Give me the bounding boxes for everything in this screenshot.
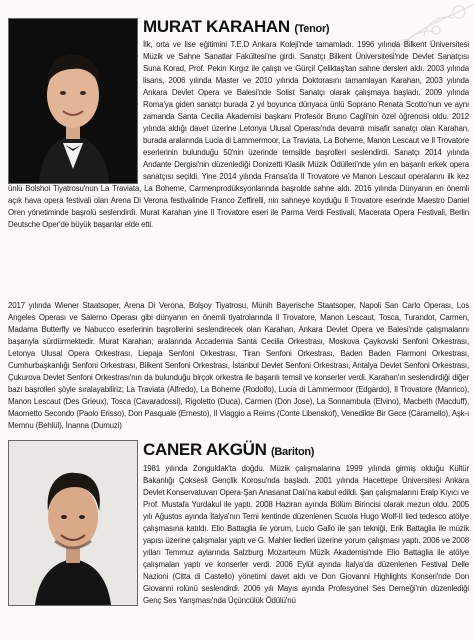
voice-type: (Bariton) (271, 446, 315, 458)
caner-akgun-portrait (8, 440, 138, 606)
singer-name: MURAT KARAHAN (143, 17, 290, 36)
singer-name-heading (143, 440, 314, 460)
voice-type: (Tenor) (294, 23, 330, 35)
portrait-man-tuxedo-icon (9, 19, 137, 183)
portrait-man-icon (9, 441, 137, 605)
biography-paragraph: 1981 yılında Zonguldak'ta doğdu. Müzik çalışmalarına 1999 yılında girmiş olduğu Kültür Bakanlığı Çoksesli Gençlik Korosu'nda başladı. 2001 yılında Hacettepe Üniversitesi Ankara Devlet Konservatuvarı Opera-Şan Anasanat Dalı'na kabul edildi. Şan çalışmalarını Eralp Kıyıcı ve Prof. Mustafa Yurdakul ile yaptı. 2008 Haziran ayında Bölüm Birincisi olarak mezun oldu. 2005 yılı Ağustos ayında İtalya'nın Terni kentinde düzenlenen Scuola Hugo Wolf-II lied tedesco atölye çalışmasına katıldı. Elio Battaglia ile yorum, Lucio Gallo ile şan tekniği, Erik Battaglia ile müzik yapısı üzerine çalışmalar yaptı ve G. Mahler liedleri üzerine yorum çalışması yaptı. 2006 ve 2008 yılları Temmuz aylarında Salzburg Mozarteum Müzik Akademisi'nde Elio Battaglia ile atölye çalışmaları yaptı ve konserler verdi. 2006 Eylül ayında İtalya'da düzenlenen Festival Delle Nazioni (Citta di Castello) yönetimi davet aldı ve Don Giovanni Highlights Konseri'nde Don Giovanni rolünü seslendirdi. 2006 yılı Mayıs ayında Profesyonel Ses Derneği'nin düzenlediği Genç Ses Yarışması'nda Üçüncülük Ödülü'nü (143, 464, 469, 605)
singer-name: CANER AKGÜN (143, 440, 267, 459)
biography-paragraph: ünlü Bolshoi Tiyatrosu'nun La Traviata, La Boheme, Carmenprodüksyonlarında başrolde sahne aldı. 2016 yılında Dünyanın en önemli açık hava opera festivali olan Arena Di Verona festivalinde Franco Zeffirelli, nin sahneye koyduğu Il Trovatore eserinde Maestro Daniel Oren yönetiminde başrolü seslendirdi. Murat Karahan yine Il Trovatore eseri ile Parma Verdi Festivali, Macerata Opera Festivali, Berlin Deutsche Oper'de büyük başarılar elde etti. (8, 184, 469, 229)
murat-karahan-portrait (8, 18, 138, 184)
biography-paragraph: İlk, orta ve lise eğitimini T.E.D Ankara Koleji'nde tamamladı. 1996 yılında Bilkent Üniversitesi Müzik ve Sahne Sanatlar Fakültesi'ne girdi. Sanatçı Bilkent Üniversitesi'nde Devlet Sanatçısı Suna Korad, Prof. Pekin Kırgız ile çalıştı ve Gürçil Çeliktaş'tan sahne dersleri aldı. 2003 yılında lisans, 2006 yılında Master ve 2010 yılında Doktorasını tamamlayan Karahan, 2003 yılında Ankara Devlet Opera ve Balesi'nde Solist Sanatçı olarak çalışmaya başladı. 2009 yılında Roma'ya giden sanatçı burada 2 yıl boyunca dünyaca ünlü Soprano Renata Scotto'nun ve aynı zamanda Santa Cecilia Akademisi başkanı Profesör Bruno Cagli'nin özel öğrencisi oldu. 2012 yılında aldığı davet üzerine Letonya Ulusal Operası'nda devamlı misafir sanatçı olan Karahan, burada aralarında Lucia di Lammermoor, La Traviata, La Boheme, Manon Lescaut ve Il Trovatore eserlerinin bulunduğu 50'nin üzerinde temsilde başrolleri seslendirdi. Sanatçı 2014 yılında Andante Dergisi'nin düzenlediği Donizetti Klasik Müzik Ödülleri'nde yılın en başarılı erkek opera sanatçısı seçildi. Yine 2014 yılında Fransa'da Il Trovatore ve Manon Lescaut operalarını ilk kez (143, 40, 469, 181)
biography-paragraph: 2017 yılında Wiener Staatsoper, Arena Di Verona, Bolşoy Tiyatrosu, Münih Bayerische Staatsoper, Napoli San Carlo Operası, Los Angeles Operası ve Salerno Operası gibi dünyanın en önemli tiyatrolarında Il Trovatore, Manon Lescaut, Tosca, Turandot, Carmen, Madama Butterfly ve Nabucco eserlerinin başrollerini seslendirecek olan Karahan, Ankara Devlet Opera ve Balesi'nde çalışmalarını başarıyla sürdürmektedir. Murat Karahan; aralarında Accademia Santa Cecilia Orkestrası, Moskova Çaykovski Senfoni Orkestrası, Letonya Ulusal Opera Orkestrası, Liepaja Senfoni Orkestrası, Tiran Senfoni Orkestrası, Baden Baden Flarmoni Orkestrası, Cumhurbaşkanlığı Senfoni Orkestrası, Bilkent Senfoni Orkestrası, İstanbul Devlet Senfoni Orkestrası, Antalya Devlet Senfoni Orkestrası, Çukurova Devlet Senfoni Orkestrası'nın da bulunduğu birçok orkestra ile başarılı temsil ve konserler verdi. Karahan'ın seslendirdiği diğer bazı başrolleri şöyle sıralayabiliriz; La Traviata (Alfredo), La Boheme (Rodolfo), Lucia di Lammermoor (Edgardo), Il Trovatore (Manrico), Manon Lescaut (Des Grieux), Tosca (Cavaradossi), Rigoletto (Duca), Carmen (Don Jose), La Sonnambula (Elvino), Macbeth (Macduff), Maometto Secondo (Paolo Erisso), Don Pasquale (Ernesto), Il Viaggio a Reims (Conte Libenskof), Venedikte Bir Gece (Caramello), Aşk-ı Memnu (Behlül), İnanna (Dumuzi) (8, 301, 469, 430)
singer-name-heading (143, 17, 329, 37)
